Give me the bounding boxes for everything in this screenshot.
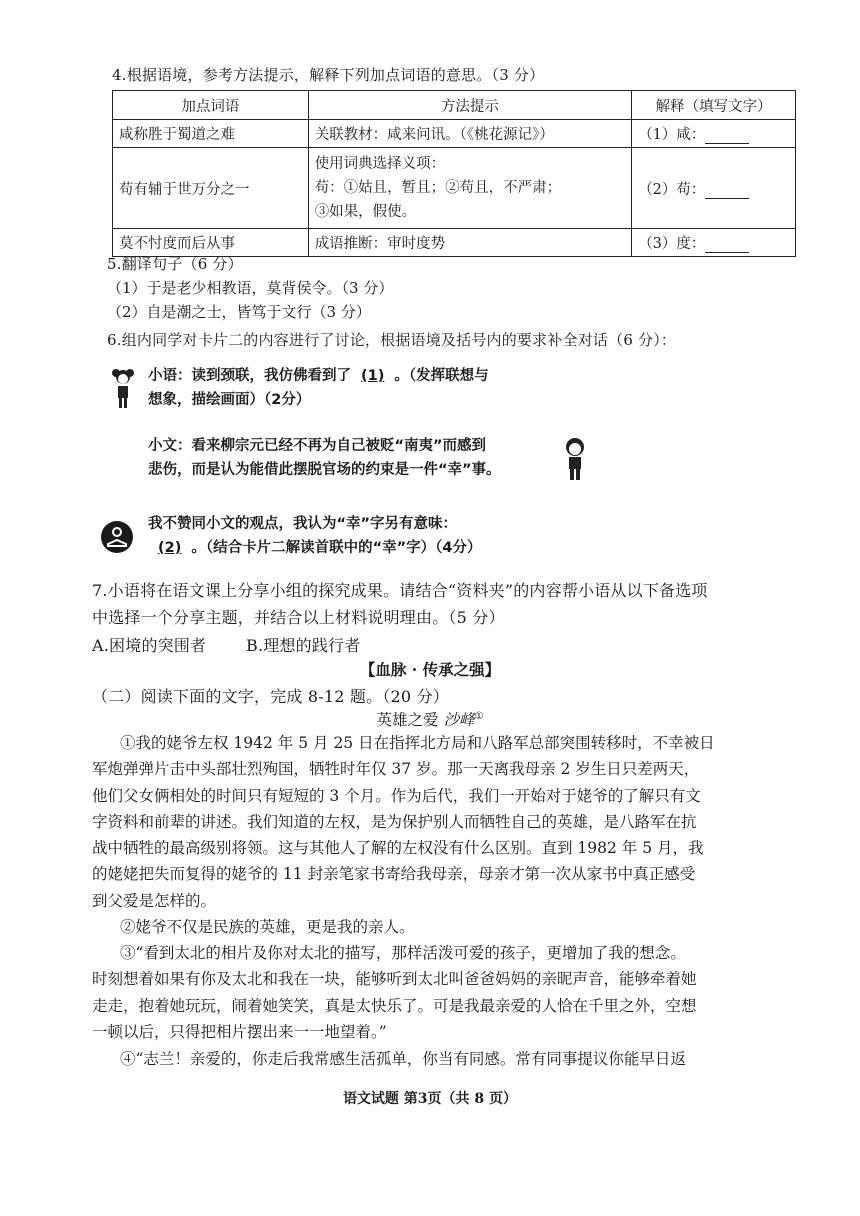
table-header-row (113, 91, 796, 120)
table-row (113, 120, 796, 148)
article-title: 英雄之爱 (376, 711, 439, 729)
table-row (113, 148, 796, 229)
dialog-xiaowen: 小文：看来柳宗元已经不再为自己被贬“南夷”而感到 悲伤，而是认为能借此摆脱官场的约束是一件“幸”事。 (148, 438, 501, 478)
dialog-me: 我不赞同小文的观点，我认为“幸”字另有意味： (2) 。（结合卡片二解读首联中的“幸”字）（4分） (148, 516, 482, 556)
blank-2[interactable]: (2) (158, 540, 182, 556)
q7-option-b: B.理想的践行者 (246, 636, 361, 655)
answer-blank[interactable] (705, 129, 749, 144)
q6-title: 6.组内同学对卡片二的内容进行了讨论，根据语境及括号内的要求补全对话（6 分）： (107, 331, 677, 349)
footnote-mark: ① (474, 710, 484, 722)
header-answer: 解释（填写文字） (632, 91, 796, 120)
article-title-line (0, 708, 860, 730)
q5-item-2: （2）自是潮之士，皆笃于文行（3 分） (107, 303, 371, 321)
q7-line-1: 7.小语将在语文课上分享小组的探究成果。请结合“资料夹”的内容帮小语从以下备选项 (92, 581, 708, 600)
page-number: 语文试题 第3页（共 8 页） (342, 1091, 518, 1107)
section-heading: 【血脉 · 传承之强】 (359, 660, 501, 679)
boy-student-icon (562, 437, 588, 487)
hint-cell: 成语推断：审时度势 (308, 229, 632, 257)
hint-cell: 关联教材：咸来问讯。（《桃花源记》） (308, 120, 632, 148)
q5-item-1: （1）于是老少相教语，莫背侯令。（3 分） (107, 279, 394, 297)
header-hint: 方法提示 (308, 91, 632, 120)
q4-title: 4.根据语境，参考方法提示，解释下列加点词语的意思。（3 分） (112, 66, 545, 84)
article-paragraph-4: ④“志兰！亲爱的，你走后我常感生活孤单，你当有同感。常有同事提议你能早日返 (120, 1050, 686, 1068)
q7-line-2: 中选择一个分享主题，并结合以上材料说明理由。（5 分） (92, 608, 505, 627)
article-paragraph-2: ②姥爷不仅是民族的英雄，更是我的亲人。 (120, 918, 415, 936)
answer-blank[interactable] (705, 238, 749, 253)
answer-blank[interactable] (705, 184, 749, 199)
header-word: 加点词语 (113, 91, 309, 120)
article-author: 沙峰 (443, 711, 475, 729)
article-paragraph-1: ①我的姥爷左权 1942 年 5 月 25 日在指挥北方局和八路军总部突围转移时，不幸被日 军炮弹弹片击中头部壮烈殉国，牺牲时年仅 37 岁。那一天离我母亲 2 岁生日只差两天， 他们父女俩相处的时间只有短短的 3 个月。作为后代，我们一开始对于姥爷的了解只有文 字资料和前辈的讲述。我们知道的左权，是为保护别人而牺牲自己的英雄，是八路军在抗 战中牺牲的最高级别将领。这与其他人了解的左权没有什么区别。直到 1982 年 5 月，我 的姥姥把失而复得的姥爷的 11 封亲笔家书寄给我母亲，母亲才第一次从家书中真正感受 到父爱是怎样的。 (92, 734, 715, 910)
hint-cell: 使用词典选择义项： 苟：①姑且，暂且；②苟且，不严肃； ③如果，假使。 (308, 148, 632, 229)
word-cell: 莫不忖度而后从事 (113, 229, 309, 257)
word-cell: 苟有辅于世万分之一 (113, 148, 309, 229)
word-cell: 咸称胜于蜀道之难 (113, 120, 309, 148)
q7-option-a: A.困境的突围者 (92, 636, 207, 655)
q5-title: 5.翻译句子（6 分） (107, 255, 243, 273)
dialog-xiaoyu: 小语：读到颈联，我仿佛看到了 (1) 。（发挥联想与 想象，描绘画面）（2分） (148, 368, 489, 408)
section-instruction: （二）阅读下面的文字，完成 8-12 题。（20 分） (92, 687, 449, 706)
answer-cell: （3）度： (632, 229, 796, 257)
answer-cell: （2）苟： (632, 148, 796, 229)
girl-student-icon (108, 366, 138, 416)
answer-cell: （1）咸： (632, 120, 796, 148)
reader-icon (100, 520, 134, 558)
blank-1[interactable]: (1) (361, 368, 385, 384)
article-paragraph-3: ③“看到太北的相片及你对太北的描写，那样活泼可爱的孩子，更增加了我的想念。 时刻想着如果有你及太北和我在一块，能够听到太北叫爸爸妈妈的亲昵声音，能够牵着她 走走，抱着她玩玩，闹着她笑笑，真是太快乐了。可是我最亲爱的人恰在千里之外，空想 一顿以后，只得把相片摆出来一一地望着。” (92, 944, 697, 1041)
vocab-table (112, 90, 796, 257)
